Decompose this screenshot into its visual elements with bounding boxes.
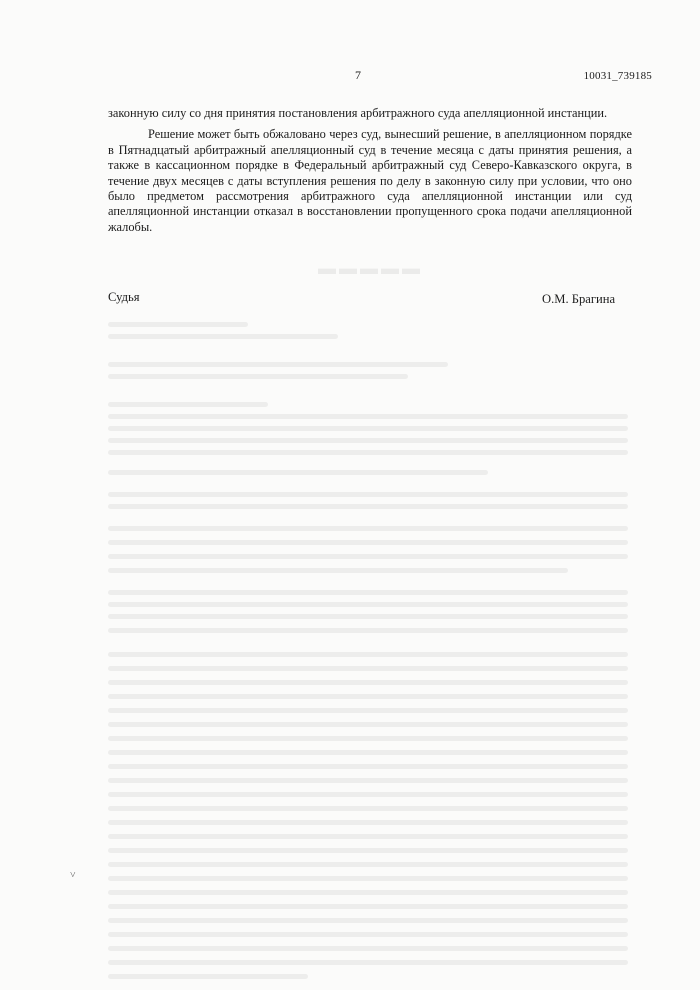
bleed-through-line	[108, 918, 628, 923]
scan-mark: ˅	[70, 870, 76, 881]
bleed-through-line	[108, 438, 628, 443]
bleed-through-line	[108, 876, 628, 881]
bleed-through-line	[108, 526, 628, 531]
bleed-through-line	[108, 554, 628, 559]
paragraph-appeal-procedure: Решение может быть обжаловано через суд, вынесший решение, в апелляционном порядке в Пятнадцатый арбитражный апелляционный суд в течение месяца с даты принятия решения, а также в кассационном порядке в Федеральный арбитражный суд Северо-Кавказского округа, в течение двух месяцев с даты вступления решения по делу в законную силу при условии, что оно было предметом рассмотрения арбитражного суда апелляционной инстанции или суд апелляционной инстанции отказал в восстановлении пропущенного срока подачи апелляционной жалобы.	[108, 127, 632, 234]
bleed-through-line	[108, 778, 628, 783]
bleed-through-text	[100, 322, 640, 982]
bleed-through-line	[108, 504, 628, 509]
paragraph-effective-date: законную силу со дня принятия постановления арбитражного суда апелляционной инстанции.	[108, 106, 608, 120]
document-id: 10031_739185	[583, 70, 652, 82]
bleed-through-line	[108, 890, 628, 895]
document-body	[108, 106, 632, 235]
bleed-through-line	[108, 974, 308, 979]
signature-name: О.М. Брагина	[542, 292, 616, 306]
bleed-through-line	[108, 652, 628, 657]
bleed-through-line	[108, 862, 628, 867]
bleed-through-line	[108, 426, 628, 431]
bleed-through-line	[108, 362, 448, 367]
bleed-through-line	[108, 602, 628, 607]
bleed-through-line	[108, 540, 628, 545]
bleed-through-line	[108, 960, 628, 965]
bleed-through-line	[108, 694, 628, 699]
bleed-through-line	[108, 334, 338, 339]
bleed-through-line	[108, 834, 628, 839]
bleed-through-line	[108, 450, 628, 455]
bleed-through-line	[108, 414, 628, 419]
bleed-through-line	[108, 722, 628, 727]
bleed-through-line	[108, 946, 628, 951]
bleed-through-line	[108, 680, 628, 685]
bleed-through-line	[108, 470, 488, 475]
bleed-through-line	[108, 374, 408, 379]
bleed-through-heading: ▬▬▬▬▬	[318, 258, 423, 278]
bleed-through-line	[108, 820, 628, 825]
bleed-through-line	[108, 806, 628, 811]
bleed-through-line	[108, 402, 268, 407]
bleed-through-line	[108, 666, 628, 671]
bleed-through-line	[108, 590, 628, 595]
signature-role: Судья	[108, 290, 140, 304]
bleed-through-line	[108, 750, 628, 755]
bleed-through-line	[108, 322, 248, 327]
bleed-through-line	[108, 904, 628, 909]
bleed-through-line	[108, 628, 628, 633]
page-number: 7	[355, 68, 361, 82]
bleed-through-line	[108, 764, 628, 769]
bleed-through-line	[108, 792, 628, 797]
bleed-through-line	[108, 708, 628, 713]
bleed-through-line	[108, 492, 628, 497]
bleed-through-line	[108, 614, 628, 619]
bleed-through-line	[108, 932, 628, 937]
bleed-through-line	[108, 568, 568, 573]
bleed-through-line	[108, 848, 628, 853]
bleed-through-line	[108, 736, 628, 741]
